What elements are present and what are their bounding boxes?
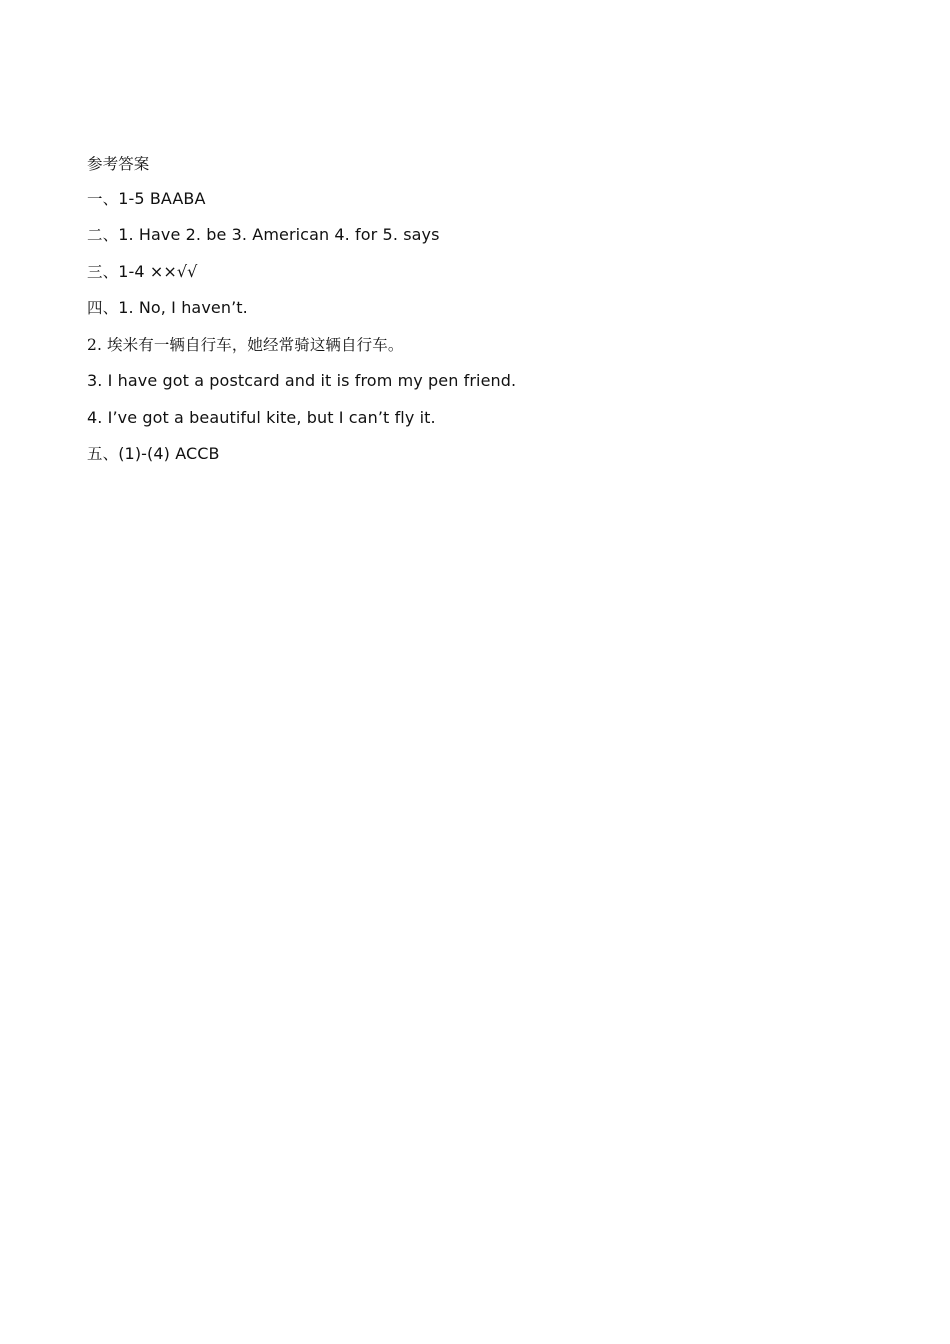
answer-line-6 xyxy=(87,370,867,392)
answer-key xyxy=(87,153,867,480)
answer-line-4 xyxy=(87,297,867,319)
answer-line-5 xyxy=(87,334,867,356)
answer-line-8 xyxy=(87,443,867,465)
answer-text: 2. 埃米有一辆自行车，她经常骑这辆自行车。 xyxy=(87,335,404,354)
answer-line-7 xyxy=(87,407,867,429)
section-number: 三、 xyxy=(87,262,119,281)
section-number: 一、 xyxy=(87,189,119,208)
section-number: 四、 xyxy=(87,299,119,317)
section-number: 五、 xyxy=(87,445,119,463)
answer-text: 3. I have got a postcard and it is from my pen friend. xyxy=(87,371,517,390)
answer-line-2 xyxy=(87,224,867,246)
answer-text: 1. Have 2. be 3. American 4. for 5. says xyxy=(118,225,440,244)
answer-text: 4. I’ve got a beautiful kite, but I can’t fly it. xyxy=(87,407,436,427)
answer-line-3 xyxy=(87,261,867,283)
answer-text: 1. No, I haven’t. xyxy=(118,298,248,317)
section-number: 二、 xyxy=(87,226,119,244)
answer-text: 1-4 ××√√ xyxy=(118,261,198,281)
answer-text: (1)-(4) ACCB xyxy=(118,444,220,463)
answer-key-heading: 参考答案 xyxy=(87,155,150,173)
answer-text: 1-5 BAABA xyxy=(118,188,206,208)
answer-line-1 xyxy=(87,188,867,210)
